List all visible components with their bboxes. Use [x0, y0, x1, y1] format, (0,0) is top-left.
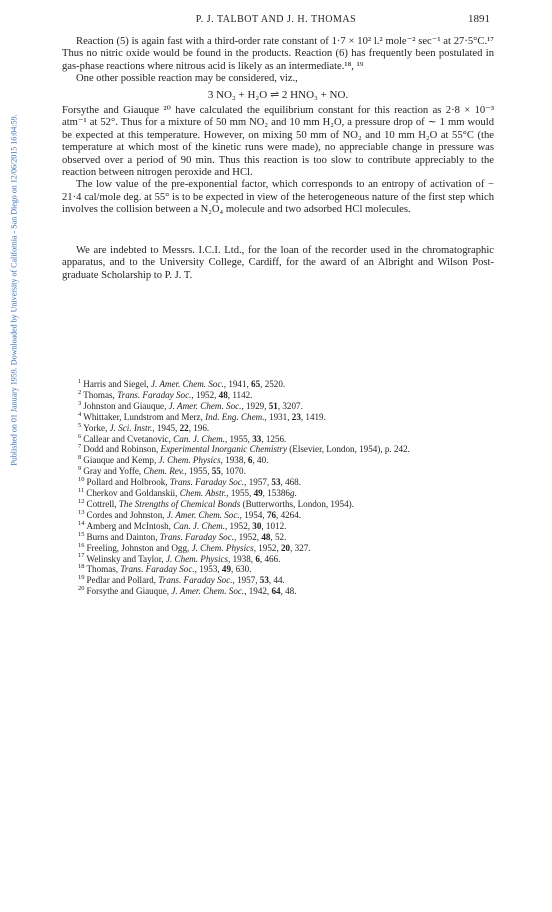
reference-item — [78, 455, 494, 466]
reference-year: (Elsevier, London, 1954), p. 242. — [287, 444, 410, 455]
reference-journal: J. Amer. Chem. Soc. — [168, 400, 242, 411]
acknowledgements: We are indebted to Messrs. I.C.I. Ltd., for the loan of the recorder used in the chromatographic apparatus, and to the University College, Cardiff, for the award of an Albright and Wilson Post-graduate Scholarship to P. J. T. — [62, 244, 494, 281]
reference-year: , 1955, — [224, 433, 253, 444]
reference-year: , 1952, — [225, 520, 253, 531]
reference-pages: , 196. — [188, 422, 210, 433]
reference-authors: Cordes and Johnston, — [86, 509, 167, 520]
reference-year: , 1955, — [226, 488, 254, 499]
reference-journal: Trans. Faraday Soc. — [120, 564, 195, 575]
reference-volume: 76 — [266, 509, 277, 520]
reference-journal: J. Amer. Chem. Soc. — [171, 586, 245, 597]
sidebar-watermark — [0, 0, 28, 912]
reference-pages: , 1256. — [261, 433, 287, 444]
reference-year: , 1938, — [228, 553, 256, 564]
reference-authors: Dodd and Robinson, — [83, 444, 161, 455]
reference-number: 8 — [78, 454, 82, 462]
reference-authors: Harris and Siegel, — [83, 379, 151, 389]
reference-volume: 22 — [179, 422, 189, 433]
reference-number: 20 — [78, 585, 85, 593]
reference-journal: Trans. Faraday Soc. — [117, 389, 192, 400]
reference-journal: Trans. Faraday Soc. — [159, 531, 235, 542]
reference-item — [78, 401, 494, 412]
running-header — [62, 14, 490, 28]
reference-number: 11 — [78, 487, 85, 495]
reference-year: , 1957, — [244, 477, 272, 488]
reference-item — [78, 488, 494, 499]
reference-journal: Trans. Faraday Soc. — [169, 477, 245, 488]
reference-year: , 1955, — [184, 466, 212, 477]
reference-volume: 49 — [253, 488, 263, 499]
reference-volume: 30 — [252, 520, 262, 531]
reference-authors: Freeling, Johnston and Ogg, — [86, 542, 192, 553]
reference-number: 16 — [78, 541, 85, 549]
reference-year: , 1952, — [234, 531, 262, 542]
paragraph-other-reaction: One other possible reaction may be considered, viz., — [76, 73, 298, 85]
reference-authors: Thomas, — [83, 389, 118, 400]
reference-item — [78, 521, 494, 532]
reference-volume: 48 — [218, 389, 228, 400]
reference-pages: , 1419. — [300, 411, 326, 422]
reference-authors: Forsythe and Giauque, — [86, 586, 172, 597]
reference-journal: Ind. Eng. Chem. — [205, 411, 265, 422]
reference-authors: Pedlar and Pollard, — [86, 575, 159, 586]
reference-pages: , 2520. — [260, 379, 286, 389]
paragraph-reaction-5: Reaction (5) is again fast with a third-order rate constant of 1·7 × 10² l.² mole⁻² sec⁻¹ at 27·5°C.¹⁷ Thus no nitric oxide would be found in the products. Reaction (6) has frequently been postulated in gas-phase reactions where nitrous acid is likely as an intermediate.¹⁸, ¹⁹ — [62, 36, 494, 72]
reference-number: 3 — [78, 399, 82, 407]
reference-volume: 64 — [271, 586, 281, 597]
reference-number: 17 — [78, 552, 85, 560]
reference-pages: , 48. — [280, 586, 297, 597]
reference-volume: 48 — [261, 531, 271, 542]
reference-year: , 1929, — [241, 400, 269, 411]
reference-number: 13 — [78, 508, 85, 516]
reference-number: 7 — [78, 443, 82, 451]
reference-item — [78, 423, 494, 434]
reference-year: , 1931, — [264, 411, 292, 422]
paragraph-forsythe: Forsythe and Giauque ²⁰ have calculated the equilibrium constant for this reaction as 2·8 × 10⁻³ atm⁻¹ at 52°. Thus for a mixture of 50 mm NO₂ and 10 mm H₂O, a pressure drop of ∼ 1 mm would be expected at this temperature. However, on mixing 50 mm of NO₂ and 10 mm H₂O at 55°C (the temperature at which most of the kinetic runs were made), no appreciable change in pressure was observed over a period of 90 min. Thus this reaction is too slow to contribute appreciably to the reaction between nitrogen peroxide and HCl. — [62, 105, 494, 179]
reference-year: , 1942, — [244, 586, 272, 597]
reference-journal: Trans. Faraday Soc. — [158, 575, 233, 586]
reference-number: 15 — [78, 530, 85, 538]
reference-volume: 23 — [291, 411, 301, 422]
reference-journal: J. Chem. Physics — [191, 542, 254, 553]
reference-number: 5 — [78, 421, 82, 429]
reference-authors: Gray and Yoffe, — [83, 466, 144, 477]
paragraph-pre-exponential: The low value of the pre-exponential factor, which corresponds to an entropy of activation of − 21·4 cal/mole deg. at 55° is to be expected in view of the heterogeneous nature of the first step which involves the collision between a N₂O₄ molecule and two adsorbed HCl molecules. — [62, 179, 494, 216]
reference-item — [78, 499, 494, 510]
reference-pages: , 1142. — [227, 389, 253, 400]
reference-item — [78, 412, 494, 423]
equation: 3 NO₂ + H₂O ⇌ 2 HNO₃ + NO. — [207, 88, 349, 101]
reference-journal: Can. J. Chem. — [173, 433, 225, 444]
reference-item — [78, 390, 494, 401]
reference-list — [78, 379, 494, 597]
reference-authors: Welinsky and Taylor, — [86, 553, 166, 564]
reference-item — [78, 586, 494, 597]
reference-journal: Experimental Inorganic Chemistry — [160, 444, 287, 455]
reference-pages: , 1012. — [261, 520, 287, 531]
reference-volume: 6 — [255, 553, 260, 564]
reference-authors: Whittaker, Lundstrom and Merz, — [83, 411, 206, 422]
reference-number: 18 — [78, 563, 85, 571]
reference-year: , 1953, — [194, 564, 222, 575]
reference-number: 4 — [78, 410, 82, 418]
reference-item — [78, 564, 494, 575]
reference-volume: 65 — [251, 379, 261, 389]
reference-pages: , 3207. — [277, 400, 303, 411]
reference-number: 10 — [78, 476, 85, 484]
reference-year: (Butterworths, London, 1954). — [240, 498, 354, 509]
reference-year: , 1957, — [232, 575, 260, 586]
reference-journal: J. Sci. Instr. — [109, 422, 153, 433]
reference-number: 19 — [78, 574, 85, 582]
reference-volume: 33 — [252, 433, 262, 444]
reference-item — [78, 575, 494, 586]
reference-pages: , 4264. — [276, 509, 302, 520]
reference-pages: , 40. — [252, 455, 269, 466]
reference-item — [78, 554, 494, 565]
reference-authors: Callear and Cvetanovic, — [83, 433, 174, 444]
reference-pages: , 468. — [280, 477, 301, 488]
reference-authors: Pollard and Holbrook, — [86, 477, 170, 488]
reference-item — [78, 444, 494, 455]
reference-authors: Giauque and Kemp, — [83, 455, 159, 466]
reference-pages: , 327. — [290, 542, 311, 553]
reference-number: 9 — [78, 465, 82, 473]
reference-year: , 1954, — [239, 509, 267, 520]
reference-journal: J. Amer. Chem. Soc. — [166, 509, 240, 520]
reference-item — [78, 434, 494, 445]
reference-end: . — [294, 488, 297, 499]
reference-item — [78, 532, 494, 543]
reference-pages: , 1070. — [220, 466, 246, 477]
reference-authors: Johnston and Giauque, — [83, 400, 169, 411]
download-notice: Published on 01 January 1959. Downloaded by University of California - San Diego on 12/06/2015 16:04:59. — [9, 114, 19, 466]
reference-journal: The Strengths of Chemical Bonds — [118, 498, 241, 509]
reference-volume: 20 — [280, 542, 291, 553]
reference-year: , 1952, — [253, 542, 281, 553]
reference-year: , 1945, — [152, 422, 180, 433]
reference-number: 6 — [78, 432, 82, 440]
reference-pages: , 15386 — [262, 488, 290, 499]
reference-year: , 1952, — [191, 389, 219, 400]
reference-authors: Thomas, — [86, 564, 121, 575]
reference-number: 14 — [78, 519, 85, 527]
reference-journal: J. Chem. Physics — [165, 553, 229, 564]
reference-pages: , 44. — [268, 575, 285, 586]
reference-pages: , 630. — [231, 564, 252, 575]
reference-volume: 51 — [268, 400, 278, 411]
reference-journal: J. Amer. Chem. Soc. — [150, 379, 224, 389]
reference-year: , 1938, — [220, 455, 248, 466]
reference-journal: Chem. Abstr. — [179, 488, 227, 499]
reference-pages: , 52. — [270, 531, 287, 542]
reference-authors: Amberg and McIntosh, — [86, 520, 174, 531]
page-number: 1891 — [468, 13, 490, 25]
reference-item — [78, 477, 494, 488]
reference-journal: Can. J. Chem. — [173, 520, 225, 531]
reference-volume: 6 — [247, 455, 253, 466]
reference-number: 2 — [78, 388, 82, 396]
reference-volume: 55 — [211, 466, 221, 477]
reference-number: 12 — [78, 497, 85, 505]
reference-authors: Burns and Dainton, — [86, 531, 160, 542]
reference-item — [78, 510, 494, 521]
reference-volume: 49 — [221, 564, 232, 575]
reference-volume: 53 — [259, 575, 269, 586]
reference-item — [78, 466, 494, 477]
reference-journal: J. Chem. Physics — [158, 455, 221, 466]
reference-journal: Chem. Rev. — [143, 466, 185, 477]
reference-item — [78, 379, 494, 390]
reference-suffix: g — [289, 488, 295, 499]
reference-authors: Cherkov and Goldanskii, — [86, 488, 180, 499]
reference-year: , 1941, — [223, 379, 252, 389]
reference-item — [78, 543, 494, 554]
header-authors: P. J. TALBOT AND J. H. THOMAS — [195, 14, 357, 25]
reference-authors: Cottrell, — [86, 498, 119, 509]
article-body — [62, 36, 494, 282]
reference-number: 1 — [78, 377, 82, 385]
reference-pages: , 466. — [259, 553, 281, 564]
reference-volume: 53 — [271, 477, 281, 488]
reference-authors: Yorke, — [83, 422, 110, 433]
